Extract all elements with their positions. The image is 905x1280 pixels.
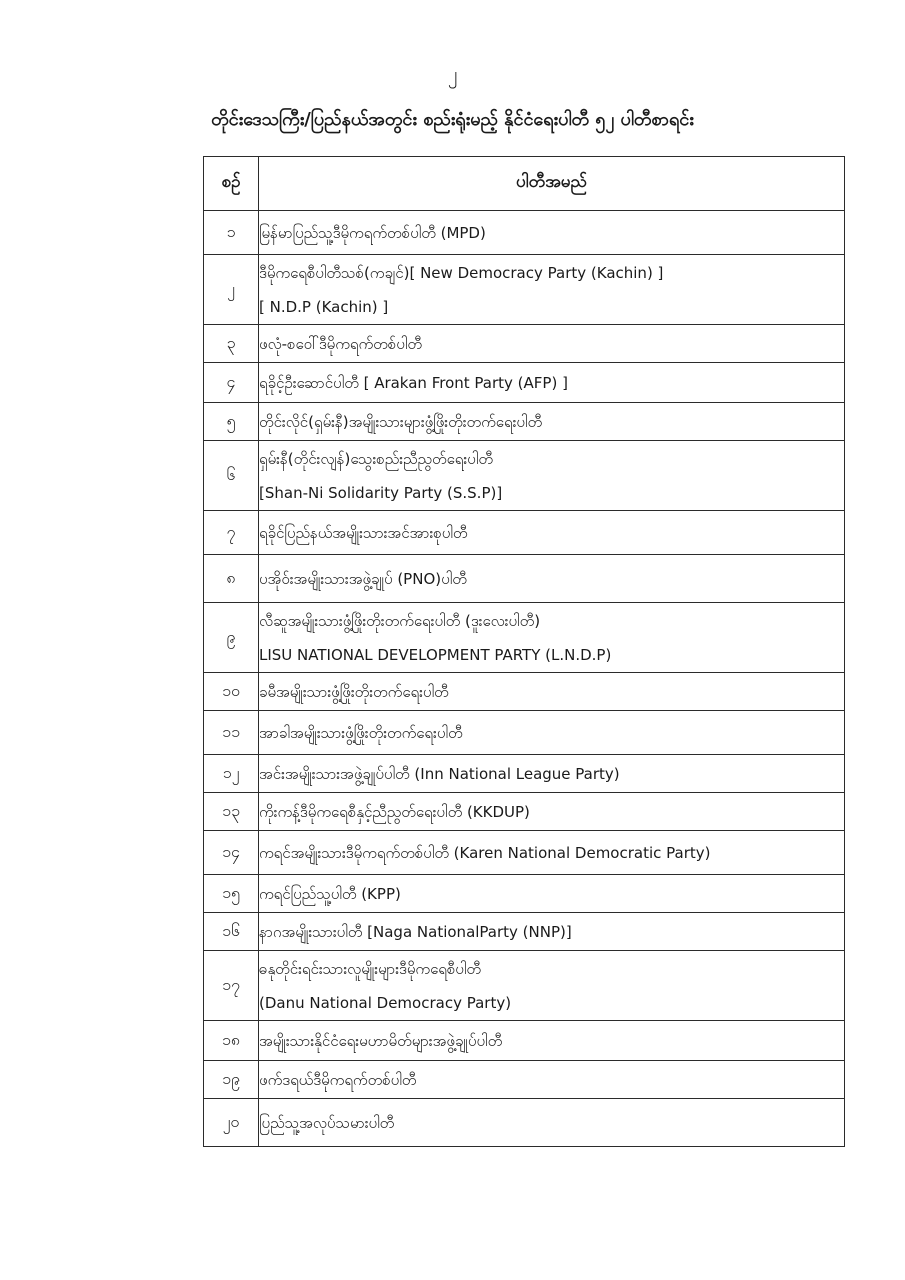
party-rows [204,211,845,1147]
party-name-line: ရှမ်းနီ(တိုင်းလျန်)သွေးစည်းညီညွတ်ရေးပါတီ [259,449,493,468]
party-name-line: ရခိုင့်ဦးဆောင်ပါတီ [ Arakan Front Party (AFP) ] [259,373,568,392]
party-name-cell [259,603,845,673]
party-name-line: (Danu National Democracy Party) [259,993,512,1012]
table-row [204,255,845,325]
table-row [204,1021,845,1061]
party-name-cell [259,875,845,913]
row-number: ၈ [204,555,259,603]
row-number: ၁၃ [204,793,259,831]
party-name-cell [259,363,845,403]
table-row [204,363,845,403]
party-name-cell [259,1061,845,1099]
row-number: ၇ [204,511,259,555]
party-name-line: အင်းအမျိုးသားအဖွဲ့ချုပ်ပါတီ (Inn National League Party) [259,764,620,783]
table-row [204,755,845,793]
party-name-line: [Shan-Ni Solidarity Party (S.S.P)] [259,483,503,502]
row-number: ၁၂ [204,755,259,793]
table-row [204,913,845,951]
row-number: ၂၀ [204,1099,259,1147]
row-number: ၁၆ [204,913,259,951]
party-name-line: ပြည်သူ့အလုပ်သမားပါတီ [259,1113,395,1132]
row-number: ၁၀ [204,673,259,711]
table-row [204,441,845,511]
party-name-line: ဖလုံ-စဝေါ်ဒီမိုကရက်တစ်ပါတီ [259,334,422,353]
party-name-cell [259,511,845,555]
table-row [204,403,845,441]
row-number: ၁၈ [204,1021,259,1061]
party-name-cell [259,755,845,793]
party-name-cell [259,1021,845,1061]
table-row [204,951,845,1021]
row-number: ၁ [204,211,259,255]
party-name-cell [259,951,845,1021]
party-name-cell [259,1099,845,1147]
table-row [204,875,845,913]
table-row [204,325,845,363]
party-name-line: နာဂအမျိုးသားပါတီ [Naga NationalParty (NNP)] [259,922,572,941]
party-name-line: LISU NATIONAL DEVELOPMENT PARTY (L.N.D.P) [259,645,612,664]
page-number: ၂ [447,63,458,85]
party-name-cell [259,555,845,603]
table-row [204,831,845,875]
table-row [204,1061,845,1099]
party-name-line: ဒီမိုကရေစီပါတီသစ်(ကချင်)[ New Democracy Party (Kachin) ] [259,263,664,282]
row-number: ၁၅ [204,875,259,913]
table-row [204,711,845,755]
row-number: ၁၇ [204,951,259,1021]
table-row [204,603,845,673]
table-row [204,673,845,711]
row-number: ၄ [204,363,259,403]
party-name-line: ဓနုတိုင်းရင်းသားလူမျိုးများဒီမိုကရေစီပါတီ [259,959,482,978]
party-name-cell [259,711,845,755]
party-name-cell [259,831,845,875]
party-name-line: ခမီအမျိုးသားဖွံ့ဖြိုးတိုးတက်ရေးပါတီ [259,682,449,701]
party-name-cell [259,673,845,711]
party-name-line: အာခါအမျိုးသားဖွံ့ဖြိုးတိုးတက်ရေးပါတီ [259,723,463,742]
party-name-cell [259,403,845,441]
row-number: ၆ [204,441,259,511]
row-number: ၂ [204,255,259,325]
row-number: ၁၉ [204,1061,259,1099]
party-name-line: တိုင်းလိုင်(ရှမ်းနီ)အမျိုးသားများဖွံ့ဖြိုးတိုးတက်ရေးပါတီ [259,412,543,431]
party-name-line: ပအိုဝ်းအမျိုးသားအဖွဲ့ချုပ် (PNO)ပါတီ [259,569,467,588]
party-name-cell [259,325,845,363]
party-name-cell [259,441,845,511]
table-row [204,1099,845,1147]
table-row [204,793,845,831]
table-header-row [204,157,845,211]
party-name-line: ရခိုင်ပြည်နယ်အမျိုးသားအင်အားစုပါတီ [259,523,468,542]
party-name-line: အမျိုးသားနိုင်ငံရေးမဟာမိတ်များအဖွဲ့ချုပ်ပါတီ [259,1031,503,1050]
party-name-line: [ N.D.P (Kachin) ] [259,297,389,316]
row-number: ၅ [204,403,259,441]
row-number: ၃ [204,325,259,363]
party-name-cell [259,255,845,325]
party-name-cell [259,211,845,255]
party-name-cell [259,913,845,951]
header-party-name: ပါတီအမည် [259,157,845,211]
table-row [204,211,845,255]
header-number: စဉ် [204,157,259,211]
party-list-table [203,156,845,1147]
table-row [204,511,845,555]
party-name-line: လီဆူအမျိုးသားဖွံ့ဖြိုးတိုးတက်ရေးပါတီ (ဒူးလေးပါတီ) [259,611,541,630]
party-name-line: ဖက်ဒရယ်ဒီမိုကရက်တစ်ပါတီ [259,1070,417,1089]
page-title: တိုင်းဒေသကြီး/ပြည်နယ်အတွင်း စည်းရုံးမည့် နိုင်ငံရေးပါတီ ၅၂ ပါတီစာရင်း [211,109,694,130]
party-name-line: ကိုးကန့်ဒီမိုကရေစီနှင့်ညီညွတ်ရေးပါတီ (KKDUP) [259,802,530,821]
table-row [204,555,845,603]
row-number: ၁၁ [204,711,259,755]
party-name-line: မြန်မာပြည်သူ့ဒီမိုကရက်တစ်ပါတီ (MPD) [259,223,486,242]
party-name-line: ကရင်အမျိုးသားဒီမိုကရက်တစ်ပါတီ (Karen National Democratic Party) [259,843,711,862]
row-number: ၁၄ [204,831,259,875]
party-name-cell [259,793,845,831]
row-number: ၉ [204,603,259,673]
party-name-line: ကရင်ပြည်သူ့ပါတီ (KPP) [259,884,401,903]
